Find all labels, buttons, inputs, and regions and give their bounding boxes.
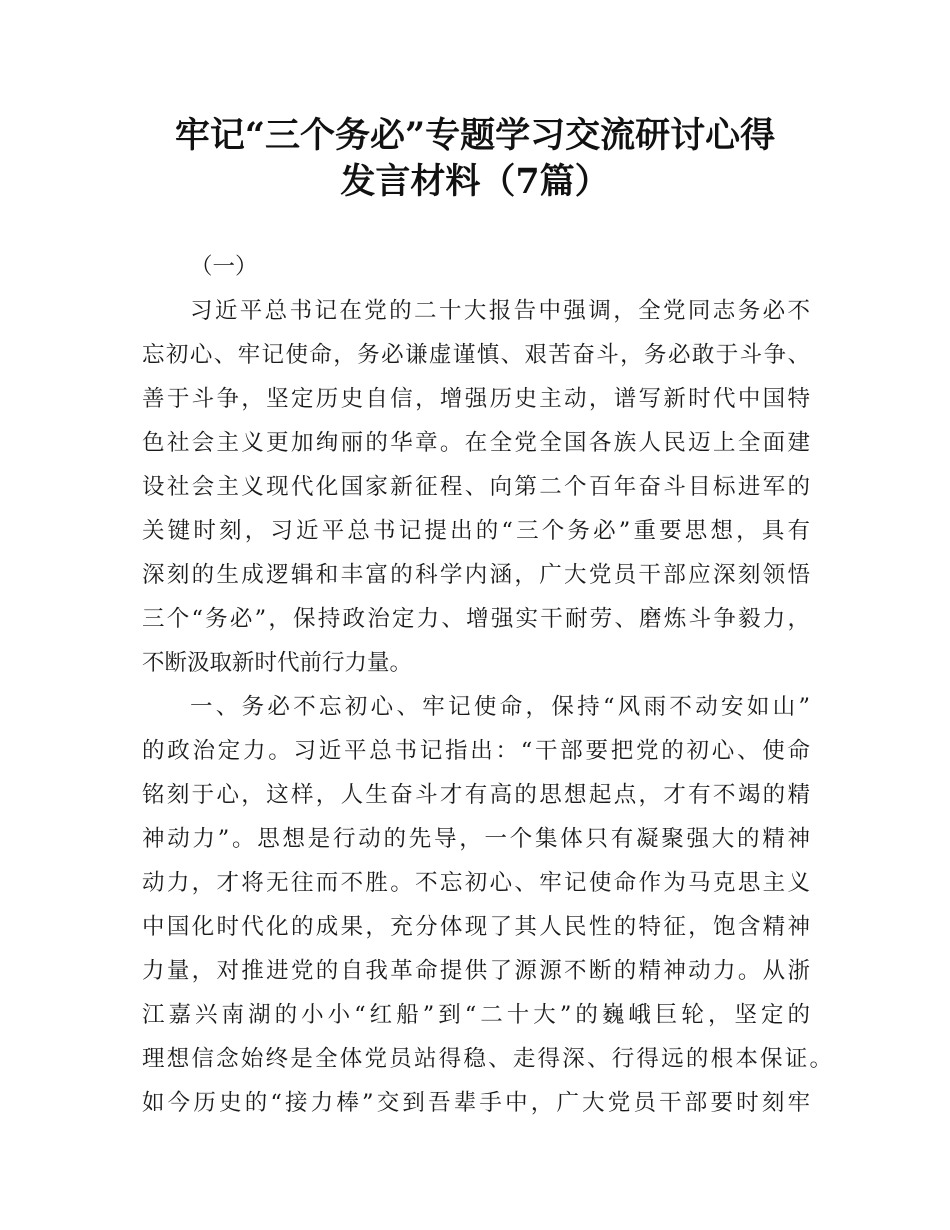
paragraph-line: 三个“务必”，保持政治定力、增强实干耐劳、磨炼斗争毅力， (142, 606, 810, 632)
paragraph-line: 动力，才将无往而不胜。不忘初心、牢记使命作为马克思主义 (142, 870, 810, 896)
document-title-line-2: 发言材料（7篇） (340, 161, 610, 202)
document-title-line-1: 牢记“三个务必”专题学习交流研讨心得 (174, 115, 776, 156)
paragraph-line: 深刻的生成逻辑和丰富的科学内涵，广大党员干部应深刻领悟 (142, 562, 810, 588)
paragraph-line: 如今历史的“接力棒”交到吾辈手中，广大党员干部要时刻牢 (142, 1090, 810, 1116)
paragraph-line: 理想信念始终是全体党员站得稳、走得深、行得远的根本保证。 (142, 1046, 832, 1072)
paragraph-line: 设社会主义现代化国家新征程、向第二个百年奋斗目标进军的 (142, 474, 810, 500)
paragraph-line: 铭刻于心，这样，人生奋斗才有高的思想起点，才有不竭的精 (142, 782, 810, 808)
section-number: （一） (190, 254, 258, 280)
paragraph-line: 一、务必不忘初心、牢记使命，保持“风雨不动安如山” (190, 694, 810, 720)
paragraph-line: 忘初心、牢记使命，务必谦虚谨慎、艰苦奋斗，务必敢于斗争、 (142, 342, 810, 368)
paragraph-line: 江嘉兴南湖的小小“红船”到“二十大”的巍峨巨轮，坚定的 (142, 1002, 810, 1028)
paragraph-line: 色社会主义更加绚丽的华章。在全党全国各族人民迈上全面建 (142, 430, 810, 456)
paragraph-line: 关键时刻，习近平总书记提出的“三个务必”重要思想，具有 (142, 518, 810, 544)
paragraph-line: 神动力”。思想是行动的先导，一个集体只有凝聚强大的精神 (142, 826, 810, 852)
paragraph-line: 不断汲取新时代前行力量。 (142, 650, 413, 676)
paragraph-line: 中国化时代化的成果，充分体现了其人民性的特征，饱含精神 (142, 914, 810, 940)
paragraph-line: 力量，对推进党的自我革命提供了源源不断的精神动力。从浙 (142, 958, 810, 984)
paragraph-line: 的政治定力。习近平总书记指出：“干部要把党的初心、使命 (142, 738, 810, 764)
paragraph-line: 习近平总书记在党的二十大报告中强调，全党同志务必不 (190, 298, 810, 324)
paragraph-line: 善于斗争，坚定历史自信，增强历史主动，谱写新时代中国特 (142, 386, 810, 412)
